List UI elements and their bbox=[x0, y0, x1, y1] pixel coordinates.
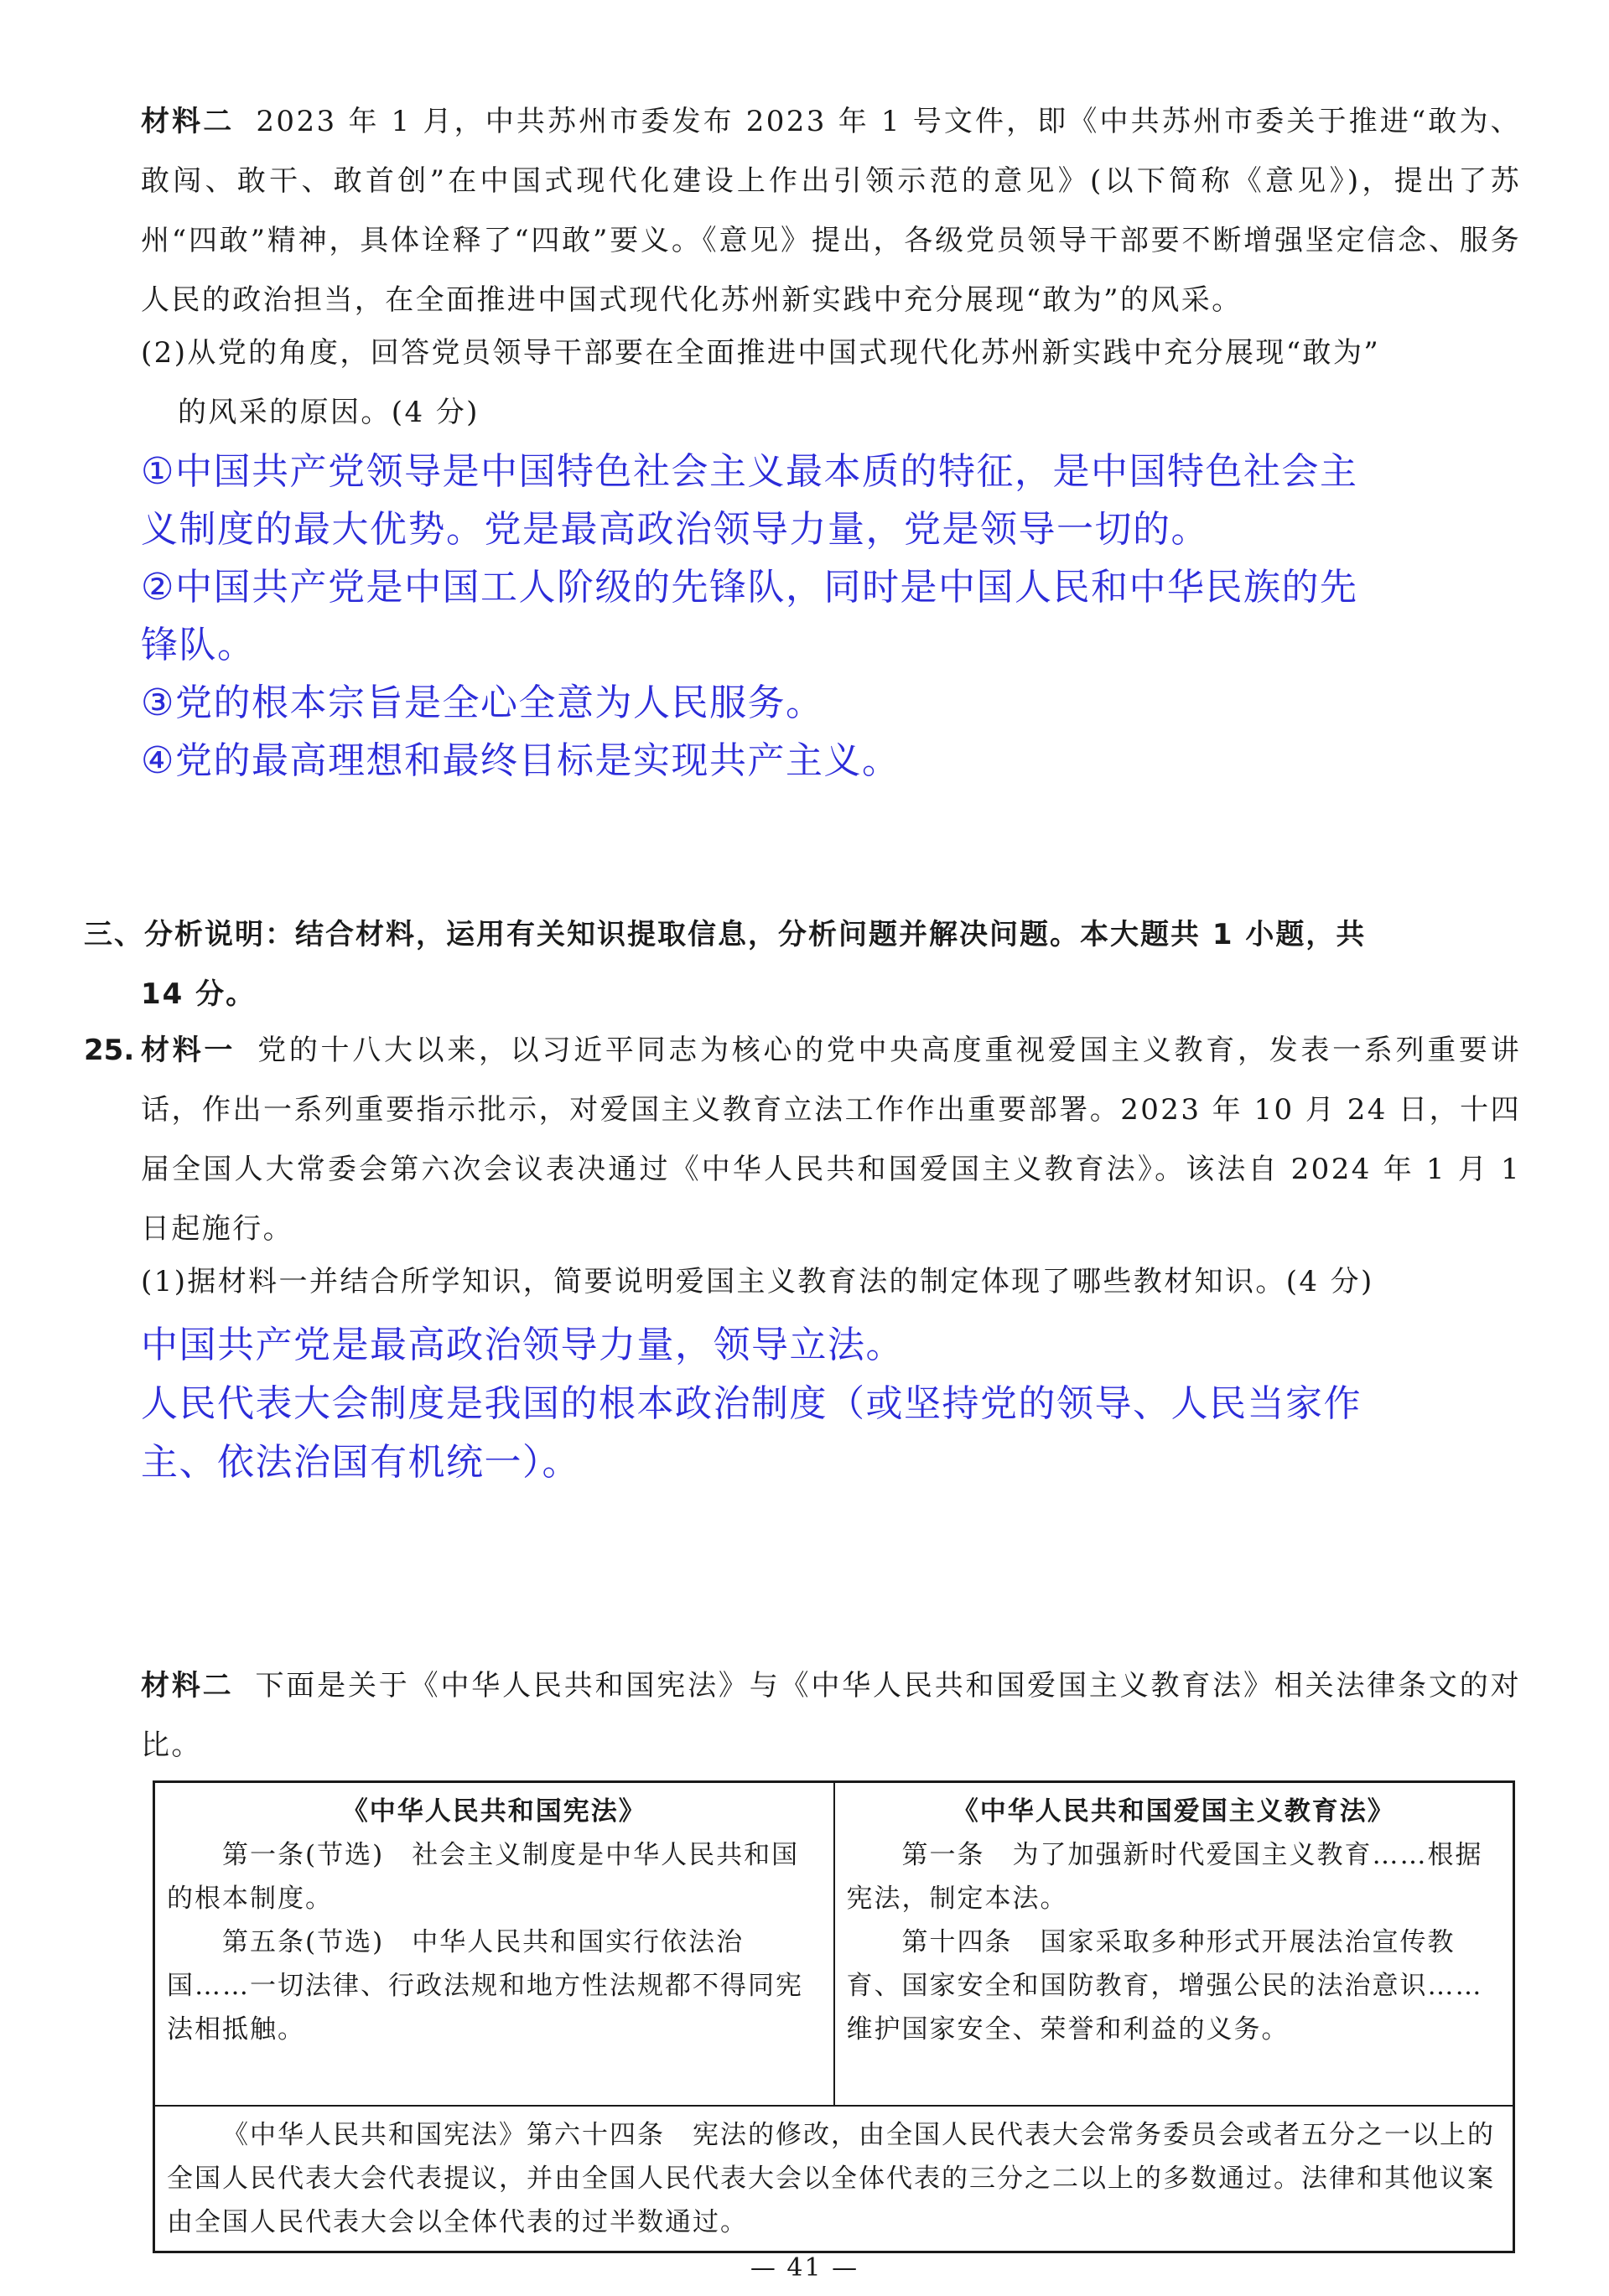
section-3-line2: 14 分。 bbox=[141, 977, 257, 1011]
question-2-line2: 的风采的原因。(4 分) bbox=[178, 396, 480, 429]
answer-2-line: 义制度的最大优势。党是最高政治领导力量，党是领导一切的。 bbox=[141, 508, 1209, 551]
material-label: 材料二 bbox=[141, 1669, 234, 1703]
constitution-cell bbox=[154, 1782, 834, 2106]
patriotic-law-article-1: 第一条 为了加强新时代爱国主义教育……根据宪法，制定本法。 bbox=[846, 1840, 1483, 1914]
material-label: 材料一 bbox=[141, 1034, 236, 1067]
material-text: 2023 年 1 月，中共苏州市委发布 2023 年 1 号文件，即《中共苏州市委关于推进“敢为、敢闯、敢干、敢首创”在中国式现代化建设上作出引领示范的意见》(以下简称《意见》)，提出了苏州“四敢”精神，具体诠释了“四敢”要义。《意见》提出，各级党员领导干部要不断增强坚定信念、服务人民的政治担当，在全面推进中国式现代化苏州新实践中充分展现“敢为”的风采。 bbox=[141, 105, 1522, 317]
material2-top-paragraph bbox=[141, 92, 1521, 330]
material2-bottom-paragraph bbox=[141, 1656, 1521, 1775]
material-text: 下面是关于《中华人民共和国宪法》与《中华人民共和国爱国主义教育法》相关法律条文的对比。 bbox=[141, 1669, 1521, 1762]
material1-paragraph bbox=[141, 1021, 1521, 1259]
patriotic-law-header: 《中华人民共和国爱国主义教育法》 bbox=[952, 1796, 1395, 1827]
answer-2-line: ④党的最高理想和最终目标是实现共产主义。 bbox=[141, 739, 901, 782]
section-3-line1: 三、分析说明：结合材料，运用有关知识提取信息，分析问题并解决问题。本大题共 1 小题，共 bbox=[84, 918, 1367, 951]
answer-2 bbox=[141, 443, 1499, 790]
patriotic-law-cell bbox=[834, 1782, 1514, 2106]
constitution-article-64: 《中华人民共和国宪法》第六十四条 宪法的修改，由全国人民代表大会常务委员会或者五分之一以上的全国人民代表大会代表提议，并由全国人民代表大会以全体代表的三分之二以上的多数通过。法律和其他议案由全国人民代表大会以全体代表的过半数通过。 bbox=[167, 2119, 1495, 2237]
answer-1-line: 人民代表大会制度是我国的根本政治制度（或坚持党的领导、人民当家作 bbox=[141, 1382, 1362, 1425]
answer-1 bbox=[141, 1316, 1499, 1492]
page-number: — 41 — bbox=[750, 2253, 859, 2283]
question-2 bbox=[141, 324, 1524, 443]
answer-2-line: ③党的根本宗旨是全心全意为人民服务。 bbox=[141, 682, 824, 724]
answer-2-line: 锋队。 bbox=[141, 624, 256, 666]
answer-2-line: ②中国共产党是中国工人阶级的先锋队，同时是中国人民和中华民族的先 bbox=[141, 566, 1358, 609]
material-label: 材料二 bbox=[141, 105, 235, 138]
patriotic-law-article-14: 第十四条 国家采取多种形式开展法治宣传教育、国家安全和国防教育，增强公民的法治意识……维护国家安全、荣誉和利益的义务。 bbox=[846, 1927, 1483, 2045]
constitution-article-1: 第一条(节选) 社会主义制度是中华人民共和国的根本制度。 bbox=[167, 1840, 800, 1914]
question-1: (1)据材料一并结合所学知识，简要说明爱国主义教育法的制定体现了哪些教材知识。(4 分) bbox=[141, 1265, 1374, 1298]
law-comparison-table bbox=[153, 1780, 1515, 2253]
question-2-line1: (2)从党的角度，回答党员领导干部要在全面推进中国式现代化苏州新实践中充分展现“敢为” bbox=[141, 336, 1381, 370]
section-3-heading bbox=[84, 905, 1526, 1024]
answer-1-line: 中国共产党是最高政治领导力量，领导立法。 bbox=[141, 1324, 904, 1366]
constitution-article-64-cell bbox=[154, 2106, 1514, 2252]
constitution-header: 《中华人民共和国宪法》 bbox=[341, 1796, 646, 1827]
question-number: 25. bbox=[84, 1034, 135, 1067]
material-text: 党的十八大以来，以习近平同志为核心的党中央高度重视爱国主义教育，发表一系列重要讲话，作出一系列重要指示批示，对爱国主义教育立法工作作出重要部署。2023 年 10 月 24 日，十四届全国人大常委会第六次会议表决通过《中华人民共和国爱国主义教育法》。该法自 2024 年 1 月 1 日起施行。 bbox=[141, 1034, 1522, 1246]
answer-2-line: ①中国共产党领导是中国特色社会主义最本质的特征，是中国特色社会主 bbox=[141, 450, 1358, 493]
constitution-article-5: 第五条(节选) 中华人民共和国实行依法治国……一切法律、行政法规和地方性法规都不得同宪法相抵触。 bbox=[167, 1927, 803, 2045]
answer-1-line: 主、依法治国有机统一）。 bbox=[141, 1441, 580, 1484]
